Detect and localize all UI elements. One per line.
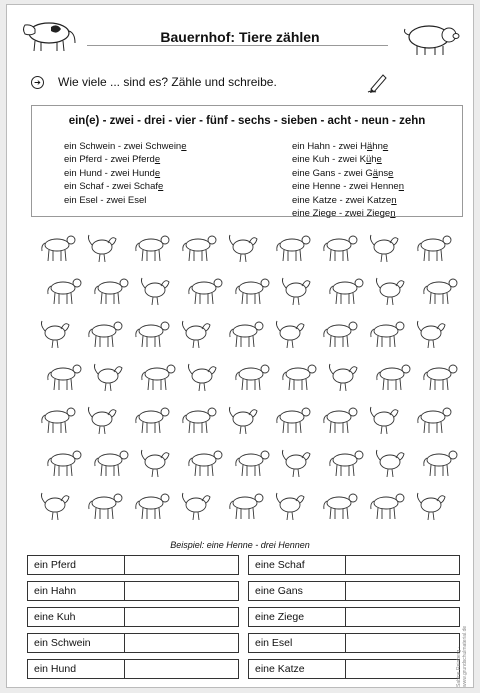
animal-sketch	[48, 279, 81, 304]
page-title: Bauernhof: Tiere zählen	[160, 29, 320, 45]
numbers-line: ein(e) - zwei - drei - vier - fünf - sechs - sieben - acht - neun - zehn	[68, 115, 426, 127]
answer-label: ein Schwein	[27, 633, 125, 653]
answer-blank-field[interactable]	[346, 581, 460, 601]
animal-sketch	[136, 408, 169, 433]
plural-pair-left-1: ein Pferd - zwei Pferde	[64, 154, 161, 166]
animal-sketch	[324, 494, 357, 519]
plural-pair-left-2: ein Hund - zwei Hunde	[64, 167, 161, 179]
plural-pair-left-0: ein Schwein - zwei Schweine	[64, 141, 187, 152]
animal-sketch	[370, 235, 398, 262]
animal-sketch	[42, 236, 75, 261]
answer-table-right	[248, 555, 460, 685]
animal-sketch	[417, 493, 445, 520]
pencil-icon	[367, 69, 389, 93]
animal-sketch	[276, 493, 304, 520]
animal-sketch	[424, 279, 457, 304]
animal-sketch	[230, 322, 263, 347]
animal-sketch	[283, 365, 316, 390]
animal-sketch	[48, 451, 81, 476]
answer-table-left	[27, 555, 239, 685]
animal-sketch	[324, 236, 357, 261]
answer-blank-field[interactable]	[125, 659, 239, 679]
answer-row-left-2	[27, 607, 239, 627]
animal-sketch	[41, 321, 69, 348]
animal-sketch	[418, 408, 451, 433]
answer-row-left-0	[27, 555, 239, 575]
animal-sketch	[189, 279, 222, 304]
animal-sketch	[141, 450, 169, 477]
animal-sketch	[417, 321, 445, 348]
animal-sketch	[142, 365, 175, 390]
title-underline	[87, 45, 388, 46]
instruction	[31, 75, 277, 89]
answer-label: ein Hund	[27, 659, 125, 679]
answer-label: ein Esel	[248, 633, 346, 653]
vocabulary-box	[31, 105, 463, 220]
animal-sketch	[277, 408, 310, 433]
animal-sketch	[94, 364, 122, 391]
answer-label: eine Katze	[248, 659, 346, 679]
answer-label: eine Kuh	[27, 607, 125, 627]
answer-blank-field[interactable]	[346, 633, 460, 653]
answer-blank-field[interactable]	[125, 607, 239, 627]
answer-row-right-4	[248, 659, 460, 679]
animal-sketch	[236, 451, 269, 476]
plural-pair-right-4: eine Katze - zwei Katzen	[292, 194, 397, 206]
animal-sketch	[95, 451, 128, 476]
animal-sketch	[89, 322, 122, 347]
example-text: Beispiel: eine Henne - drei Hennen	[170, 540, 310, 550]
animal-sketch	[330, 451, 363, 476]
plural-pair-right-3: eine Henne - zwei Hennen	[292, 181, 404, 193]
animal-sketch	[229, 407, 257, 434]
plural-pair-right-1: eine Kuh - zwei Kühe	[292, 154, 382, 166]
animal-sketch	[236, 365, 269, 390]
answer-row-right-2	[248, 607, 460, 627]
animal-sketch	[136, 236, 169, 261]
animal-sketch	[182, 493, 210, 520]
animal-sketch	[330, 279, 363, 304]
answer-label: ein Pferd	[27, 555, 125, 575]
credit-text: Sabine Reinberg · www.grundschulmaterial.de	[456, 625, 468, 687]
answer-row-left-3	[27, 633, 239, 653]
answer-blank-field[interactable]	[125, 581, 239, 601]
worksheet-page	[6, 4, 474, 688]
plural-pair-left-3: ein Schaf - zwei Schafe	[64, 181, 164, 193]
animal-sketch	[424, 451, 457, 476]
animal-sketch	[88, 235, 116, 262]
animal-sketch	[95, 279, 128, 304]
animal-sketch	[136, 322, 169, 347]
animal-illustration-grid	[31, 223, 463, 533]
arrow-circle-icon: ➔	[31, 76, 44, 89]
answer-blank-field[interactable]	[346, 555, 460, 575]
animal-sketch	[282, 278, 310, 305]
animal-sketch	[324, 322, 357, 347]
animal-sketch	[183, 236, 216, 261]
animal-sketch	[88, 407, 116, 434]
plural-pair-right-5: eine Ziege - zwei Ziegen	[292, 208, 396, 220]
answer-label: eine Schaf	[248, 555, 346, 575]
answer-label: eine Gans	[248, 581, 346, 601]
animal-sketch	[377, 365, 410, 390]
animal-sketch	[183, 408, 216, 433]
animal-sketch	[277, 236, 310, 261]
plural-list-right	[292, 140, 404, 220]
animal-sketch	[282, 450, 310, 477]
animal-sketch	[136, 494, 169, 519]
animal-sketch	[48, 365, 81, 390]
answer-blank-field[interactable]	[125, 633, 239, 653]
answer-row-left-4	[27, 659, 239, 679]
animal-sketch	[370, 407, 398, 434]
animal-sketch	[188, 364, 216, 391]
animal-sketch	[141, 278, 169, 305]
answer-blank-field[interactable]	[125, 555, 239, 575]
answer-row-right-3	[248, 633, 460, 653]
animal-sketch	[276, 321, 304, 348]
animal-sketch	[371, 322, 404, 347]
animal-sketch	[41, 493, 69, 520]
animal-sketch	[376, 278, 404, 305]
plural-list-left	[64, 140, 187, 207]
animal-sketch	[230, 494, 263, 519]
pig-icon	[399, 17, 463, 57]
animal-sketch	[418, 236, 451, 261]
answer-label: ein Hahn	[27, 581, 125, 601]
animal-sketch	[229, 235, 257, 262]
animal-sketch	[236, 279, 269, 304]
animal-sketch	[371, 494, 404, 519]
animal-sketch	[42, 408, 75, 433]
animal-sketch	[182, 321, 210, 348]
answer-row-right-1	[248, 581, 460, 601]
animal-sketch	[324, 408, 357, 433]
instruction-text: Wie viele ... sind es? Zähle und schreibe.	[58, 75, 277, 89]
answer-row-right-0	[248, 555, 460, 575]
answer-row-left-1	[27, 581, 239, 601]
animal-sketch	[424, 365, 457, 390]
plural-pair-left-4: ein Esel - zwei Esel	[64, 194, 147, 206]
plural-pair-right-0: ein Hahn - zwei Hähne	[292, 141, 389, 152]
animal-sketch	[189, 451, 222, 476]
answer-blank-field[interactable]	[346, 607, 460, 627]
animal-sketch	[329, 364, 357, 391]
plural-pair-right-2: eine Gans - zwei Gänse	[292, 167, 394, 179]
animal-sketch	[89, 494, 122, 519]
answer-blank-field[interactable]	[346, 659, 460, 679]
animal-sketch	[376, 450, 404, 477]
answer-label: eine Ziege	[248, 607, 346, 627]
